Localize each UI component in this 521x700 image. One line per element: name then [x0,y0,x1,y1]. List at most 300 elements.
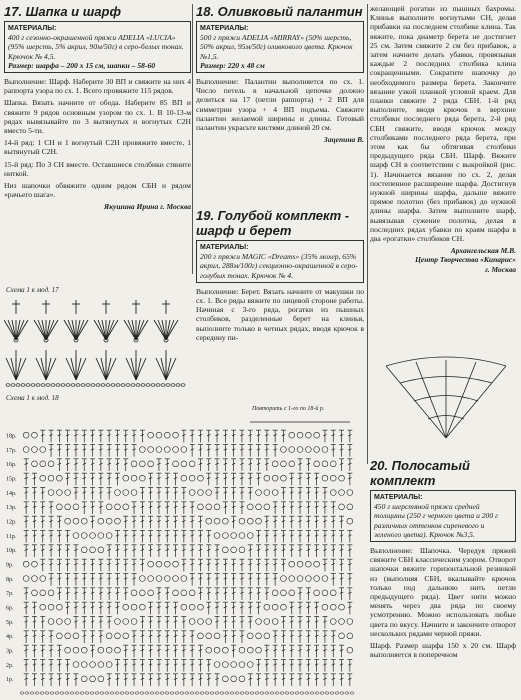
chain-symbol [90,692,94,694]
chain-symbol [189,461,195,467]
instructions-scarf: Выполнение: Шарф. Наберите 30 ВП и свяжите на них 4 раппорта узора по сх. 1. Всего провяжите 115 рядов. [4,77,191,96]
row-number: 5р. [6,619,14,626]
size-text: Размер: шарфа – 200 х 15 см, шапки – 58-60 [8,60,156,70]
chain-symbol [123,490,129,496]
chain-symbol [32,561,38,567]
chain-symbol [55,692,59,694]
chain-symbol [195,692,199,694]
chain-symbol [32,432,38,438]
row-number: 9р. [6,562,14,569]
chain-symbol [214,647,220,653]
materials-text: 200 г пряжи MAGIC «Dreams» (35% мохер, 65% акрил, 288м/100г) секционно-окрашенной в серо-голубых тонах. Крючок № 4. [200,252,358,280]
chain-symbol [105,692,109,694]
chain-symbol [115,619,121,625]
chain-symbol [297,561,303,567]
row-number: 15р. [6,476,17,483]
chain-symbol [330,619,336,625]
chain-symbol [222,533,228,539]
chain-symbol [160,692,164,694]
section-18 [196,4,364,144]
chain-symbol [189,490,195,496]
chain-symbol [115,504,121,510]
chain-symbol [65,647,71,653]
chain-symbol [235,692,239,694]
chain-symbol [264,490,270,496]
chain-symbol [164,561,170,567]
chain-symbol [126,384,130,387]
chain-symbol [136,384,140,387]
chain-symbol [156,432,162,438]
chain-symbol [281,461,287,467]
chain-symbol [166,384,170,387]
materials-label: МАТЕРИАЛЫ: [200,25,249,32]
chain-symbol [220,692,224,694]
chain-symbol [214,633,220,639]
chain-symbol [65,490,71,496]
chain-symbol [35,692,39,694]
section-17-materials [4,21,191,73]
chain-symbol [222,518,228,524]
chain-symbol [175,692,179,694]
chain-symbol [25,692,29,694]
chain-symbol [181,384,185,387]
chain-symbol [272,461,278,467]
chain-symbol [116,384,120,387]
chain-symbol [156,576,162,582]
chain-symbol [280,692,284,694]
beret-diagram [376,356,516,446]
chain-symbol [189,590,195,596]
chain-symbol [106,518,112,524]
stitch-symbol [106,358,111,380]
chain-symbol [23,447,29,453]
column-divider [367,4,368,464]
chain-symbol [139,604,145,610]
row-number: 16р. [6,462,17,469]
chain-symbol [264,604,270,610]
chain-symbol [48,475,54,481]
chain-symbol [272,590,278,596]
chain-symbol [148,447,154,453]
chain-symbol [73,533,79,539]
chain-symbol [185,692,189,694]
section-18-materials [196,21,364,73]
chain-symbol [206,518,212,524]
chain-symbol [135,692,139,694]
chain-symbol [239,518,245,524]
stitch-symbol [101,358,106,380]
chain-symbol [56,490,62,496]
chain-symbol [289,461,295,467]
chain-symbol [173,576,179,582]
instructions-beret: Выполнение: Берет. Вязать начните от макушки по сх. 1. Все ряды вяжите по лицевой стороне работы. Начиная с 3-го ряда, рогатки из пышных столбиков, разделенные берет на клинья, выполните только в четных рядах, вводя крючок в середину пи- [196,286,364,342]
row-number: 14р. [6,490,17,497]
chain-symbol [40,692,44,694]
chain-symbol [148,590,154,596]
chain-symbol [239,662,245,668]
chain-symbol [210,692,214,694]
chain-symbol [115,490,121,496]
chain-symbol [281,604,287,610]
chain-symbol [70,692,74,694]
chain-symbol [314,590,320,596]
chain-symbol [123,475,129,481]
chain-symbol [48,490,54,496]
chain-symbol [264,619,270,625]
chain-symbol [339,475,345,481]
chain-symbol [339,619,345,625]
chain-symbol [139,461,145,467]
chain-symbol [289,432,295,438]
chain-symbol [281,475,287,481]
instructions-edge: Низ шапочки обвяжите одним рядом СБН и рядом «рачьего шага». [4,181,191,200]
chain-symbol [206,490,212,496]
chain-symbol [131,590,137,596]
chain-symbol [173,561,179,567]
section-19-title: 19. Голубой комплект - шарф и берет [196,208,350,238]
chain-symbol [40,461,46,467]
chain-symbol [339,490,345,496]
chain-symbol [247,647,253,653]
chain-symbol [189,604,195,610]
chain-symbol [151,384,155,387]
chain-symbol [285,692,289,694]
chain-symbol [289,561,295,567]
chain-symbol [345,692,349,694]
chain-symbol [131,604,137,610]
chain-symbol [305,576,311,582]
chain-symbol [131,619,137,625]
stitch-symbol [71,358,76,380]
chain-symbol [239,547,245,553]
stitch-symbol [6,358,16,380]
chain-symbol [330,461,336,467]
chain-symbol [173,461,179,467]
chain-symbol [230,692,234,694]
chain-symbol [297,576,303,582]
stitch-symbol [96,358,106,380]
chain-symbol [297,447,303,453]
author-signature: Архангельская М.В. [450,246,516,256]
chain-symbol [322,590,328,596]
chain-symbol [305,692,309,694]
chain-symbol [98,547,104,553]
instructions-hat: Шапка. Вязать начните от обода. Наберите 85 ВП и свяжите 9 рядов основным узором по сх. 1. В 10-13-м рядах вывязывайте по 3 вытянутых и вогнутых С2Н вместо 5-ти. [4,98,191,136]
chain-symbol [330,490,336,496]
stitch-symbol [16,358,21,380]
instructions-row14: 14-й ряд: 1 СН и 1 вогнутый С2Н провяжите вместе, 1 вытянутый С2Н. [4,138,191,157]
stitch-symbol [136,358,141,380]
chain-symbol [206,633,212,639]
chain-symbol [189,475,195,481]
chain-symbol [347,619,353,625]
chain-symbol [198,619,204,625]
chain-symbol [275,692,279,694]
chain-symbol [98,533,104,539]
chain-symbol [76,384,80,387]
chain-symbol [81,647,87,653]
chain-symbol [297,432,303,438]
chain-symbol [65,633,71,639]
chain-symbol [272,490,278,496]
instructions-scarf: Шарф. Размер шарфа 150 х 20 см. Шарф выполняется в поперечном [370,641,516,660]
chain-symbol [73,633,79,639]
chain-symbol [48,590,54,596]
chain-symbol [256,647,262,653]
repeat-note: Повторить с 1-го по 18-й р. [252,406,325,412]
chain-symbol [146,384,150,387]
chain-symbol [110,692,114,694]
chain-symbol [173,447,179,453]
section-19-materials [196,240,364,283]
section-18-title: 18. Оливковый палантин [196,4,363,19]
chain-symbol [190,692,194,694]
chain-symbol [164,432,170,438]
chain-symbol [98,647,104,653]
chain-symbol [198,633,204,639]
stitch-symbol [106,358,116,380]
chain-symbol [256,619,262,625]
chain-symbol [32,447,38,453]
chain-symbol [121,384,125,387]
chain-symbol [347,647,353,653]
section-19-continued [370,4,516,350]
chain-symbol [23,576,29,582]
chain-symbol [322,475,328,481]
chain-symbol [11,384,15,387]
row-number: 2р. [6,662,14,669]
chain-symbol [322,576,328,582]
row-number: 4р. [6,634,14,641]
chain-symbol [41,384,45,387]
stitch-symbol [38,320,46,340]
scheme-17-caption: Схема 1 к мод. 17 [6,286,59,294]
chain-symbol [161,384,165,387]
author-city: г. Москва [485,264,516,274]
chain-symbol [106,384,110,387]
section-19 [196,208,364,345]
chain-symbol [32,590,38,596]
chain-symbol [123,504,129,510]
chain-symbol [314,576,320,582]
chain-symbol [281,576,287,582]
stitch-symbol [128,320,136,340]
stitch-symbol [41,358,46,380]
chain-symbol [245,692,249,694]
chain-symbol [32,461,38,467]
chain-symbol [40,590,46,596]
chain-symbol [247,662,253,668]
chain-symbol [106,647,112,653]
chain-symbol [170,692,174,694]
stitch-symbol [76,358,86,380]
stitch-symbol [126,358,136,380]
chain-symbol [272,604,278,610]
chain-symbol [256,504,262,510]
materials-text: 400 г сезонно-окрашенной пряжи ADELIA «LUCIA» (95% шерсть, 5% акрил, 90м/50г) в серо-белых тонах. Крючок № 4,5. [8,33,184,61]
chain-symbol [73,518,79,524]
chain-symbol [85,692,89,694]
chain-symbol [339,633,345,639]
stitch-symbol [98,320,106,340]
chain-symbol [320,692,324,694]
stitch-symbol [46,358,56,380]
chain-symbol [247,518,253,524]
row-number: 6р. [6,605,14,612]
chain-symbol [264,475,270,481]
chain-symbol [181,590,187,596]
chain-symbol [106,504,112,510]
chain-symbol [20,692,24,694]
chain-symbol [314,432,320,438]
chain-symbol [171,384,175,387]
chain-symbol [256,518,262,524]
chain-symbol [123,604,129,610]
stitch-symbol [16,358,26,380]
chain-symbol [347,504,353,510]
chain-symbol [181,447,187,453]
chain-symbol [214,533,220,539]
chain-symbol [75,692,79,694]
chain-symbol [36,384,40,387]
chain-symbol [350,692,354,694]
section-20-title: 20. Полосатый комплект [370,458,470,488]
chain-symbol [155,692,159,694]
chain-symbol [260,692,264,694]
chain-symbol [139,590,145,596]
stitch-symbol [106,320,114,340]
stitch-symbol [76,320,84,340]
chain-symbol [51,384,55,387]
chain-symbol [40,475,46,481]
row-number: 11р. [6,533,17,540]
chain-symbol [48,604,54,610]
chain-symbol [231,533,237,539]
scheme-18-caption: Схема 1 к мод. 18 [6,394,59,402]
chain-symbol [86,384,90,387]
row-number: 8р. [6,576,14,583]
stitch-symbol [36,358,46,380]
chain-symbol [240,692,244,694]
chain-symbol [150,692,154,694]
stitch-symbol [156,358,166,380]
chain-symbol [206,647,212,653]
chain-symbol [139,576,145,582]
chain-symbol [214,662,220,668]
chain-symbol [347,633,353,639]
section-20-materials [370,490,516,542]
chain-symbol [247,504,253,510]
chain-symbol [173,590,179,596]
chain-symbol [305,432,311,438]
chain-symbol [48,619,54,625]
chain-symbol [222,676,228,682]
materials-text: 450 г шерстяной пряжи средней толщины (250 г черного цвета и 200 г различных оттенков сиреневого и зеленого цвета). Крючок №3,5. [374,502,499,539]
stitch-symbol [166,320,174,340]
chain-symbol [21,384,25,387]
chain-symbol [164,447,170,453]
chain-symbol [90,547,96,553]
chain-symbol [115,647,121,653]
chain-symbol [65,619,71,625]
chain-symbol [247,633,253,639]
row-number: 18р. [6,433,17,440]
chain-symbol [98,676,104,682]
chain-symbol [80,692,84,694]
chain-symbol [305,447,311,453]
chain-symbol [48,461,54,467]
chain-symbol [198,504,204,510]
chain-symbol [61,384,65,387]
chain-symbol [189,619,195,625]
chain-symbol [148,561,154,567]
chain-symbol [131,490,137,496]
chain-symbol [206,619,212,625]
chain-symbol [115,692,119,694]
chain-symbol [40,604,46,610]
chain-symbol [330,692,334,694]
chain-symbol [290,692,294,694]
chain-symbol [314,561,320,567]
stitch-symbol [46,320,54,340]
chain-symbol [148,432,154,438]
stitch-symbol [161,358,166,380]
chain-symbol [295,692,299,694]
chain-symbol [131,475,137,481]
chain-symbol [123,633,129,639]
chain-symbol [222,547,228,553]
chain-symbol [91,384,95,387]
stitch-symbol [136,358,146,380]
chain-symbol [239,676,245,682]
chain-symbol [120,692,124,694]
chain-symbol [148,576,154,582]
chain-symbol [180,692,184,694]
chain-symbol [305,561,311,567]
chain-symbol [98,518,104,524]
scheme-17-diagram [4,296,190,388]
chain-symbol [56,619,62,625]
chain-symbol [131,461,137,467]
chain-symbol [106,633,112,639]
chain-symbol [330,475,336,481]
chain-symbol [347,490,353,496]
chain-symbol [300,692,304,694]
chain-symbol [330,590,336,596]
chain-symbol [206,504,212,510]
chain-symbol [335,692,339,694]
chain-symbol [325,692,329,694]
chain-symbol [140,692,144,694]
row-number: 7р. [6,591,14,598]
chain-symbol [281,590,287,596]
chain-symbol [6,384,10,387]
chain-symbol [322,447,328,453]
chain-symbol [71,384,75,387]
continued-text: желающей рогатки из пышных бахромы. Клинья выполните вогнутыми СН, делая прибавки на последнем столбике клина. Так вяжите, пока диаметр берета не достигнет 25 см. Затем свяжите 2 см без прибавок, а затем начните делать убавки, провязывая каждые 2 последних столбика клина сокращенными. Сократите шапочку до необходимого размера берета. Закончите вязание узкой планкой угловой краем. Для планки свяжите 2 ряда СБН. 1-й ряд выполните, вводя крючок в верхние столбики последнего ряда берета, 2-й ряд СБН свяжите, вводя крючок между столбиками последнего ряда берета, при этом как бы обтягивая столбики предыдущего ряда СБН. Шарф. Вяжите шарф СН в соответствии с выкройкой (рис. 1). Начинается вязание по сх. 2, делая постепенное расширение шарфа. Достигнув нужной ширины шарфа, дальше вяжите прямое полотно (без прибавок) до нужной длины шарфа. Затем выполните шарф, вывязывая сужение полотна, делая в последних рядах убавки по краям шарфа в два «рогатки» столбиков СН. [370,4,516,244]
row-number: 10р. [6,548,17,555]
chain-symbol [198,604,204,610]
chain-symbol [231,676,237,682]
chain-symbol [231,547,237,553]
chain-symbol [30,692,34,694]
chain-symbol [148,461,154,467]
row-number: 1р. [6,677,14,684]
chain-symbol [45,692,49,694]
author-signature: Зацепина В. [323,135,364,145]
stitch-symbol [166,358,176,380]
chain-symbol [264,633,270,639]
